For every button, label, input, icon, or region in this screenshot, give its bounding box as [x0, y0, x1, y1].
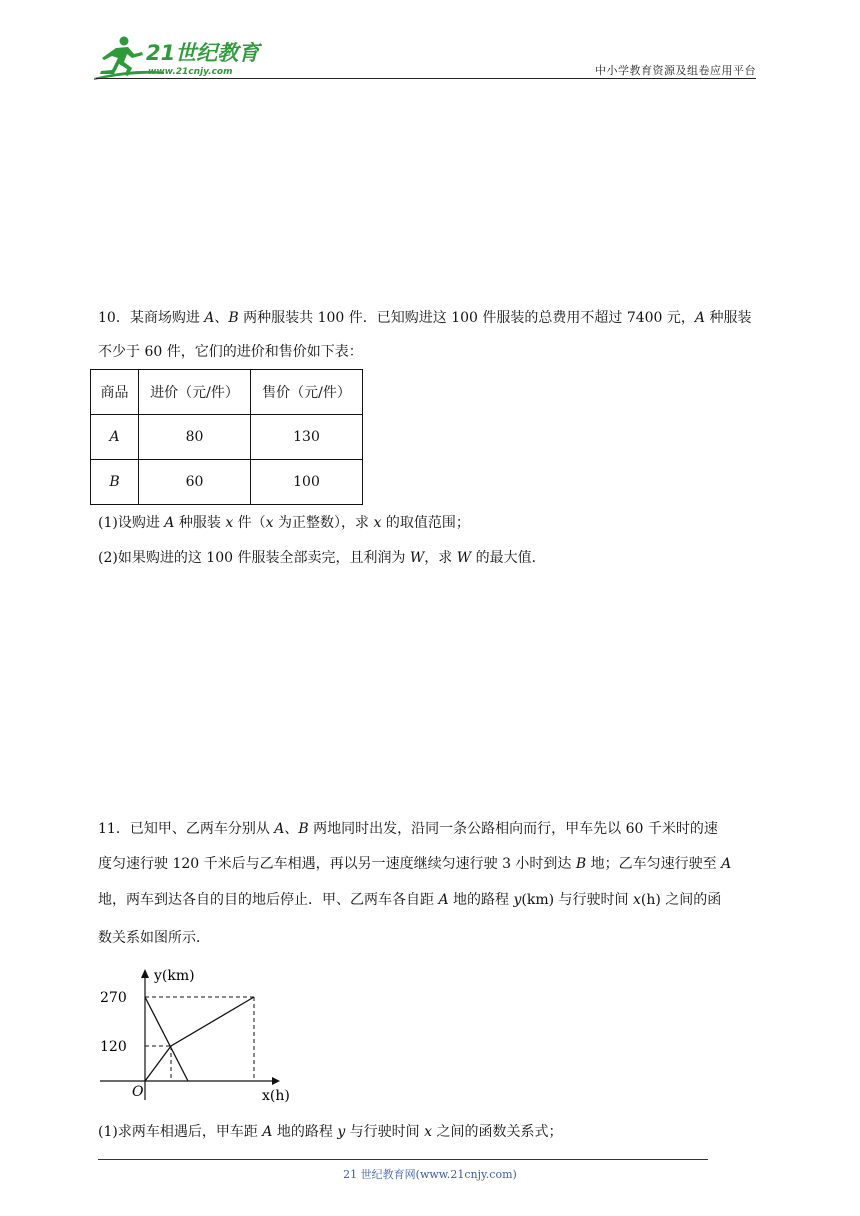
table-header-cell: 商品: [91, 370, 139, 415]
site-logo: [94, 34, 264, 80]
logo-text: 21世纪教育: [146, 41, 260, 65]
logo-url: www.21cnjy.com: [148, 67, 233, 77]
table-header-row: [91, 370, 363, 415]
table-header-cell: 进价（元/件）: [139, 370, 251, 415]
price-table: [90, 369, 363, 505]
q11-part-1: (1)求两车相遇后，甲车距 A 地的路程 y 与行驶时间 x 之间的函数关系式；: [98, 1124, 563, 1140]
x-axis-label: x(h): [262, 1088, 290, 1104]
origin-label: O: [132, 1084, 144, 1100]
table-cell: 130: [251, 415, 363, 460]
y-axis-arrow-icon: [141, 969, 149, 978]
tick-120: 120: [100, 1039, 127, 1055]
table-header-cell: 售价（元/件）: [251, 370, 363, 415]
distance-time-graph: [96, 960, 306, 1110]
table-cell: 100: [251, 460, 363, 505]
q10-line-2: 不少于 60 件，它们的进价和售价如下表：: [98, 344, 363, 360]
x-axis-arrow-icon: [272, 1077, 280, 1085]
header-divider: [96, 78, 756, 79]
q10-part-1: (1)设购进 A 种服装 x 件（x 为正整数），求 x 的取值范围；: [98, 515, 470, 531]
header-platform-name: 中小学教育资源及组卷应用平台: [595, 64, 756, 77]
q10-line-1: 10．某商场购进 A、B 两种服装共 100 件．已知购进这 100 件服装的总费用不超过 7400 元，A 种服装: [98, 310, 752, 326]
table-row: [91, 415, 363, 460]
car-jia-line: [145, 997, 254, 1081]
footer-divider: [98, 1159, 708, 1160]
q11-line-1: 11．已知甲、乙两车分别从 A、B 两地同时出发，沿同一条公路相向而行，甲车先以 60 千米时的速: [98, 821, 718, 837]
table-cell: 60: [139, 460, 251, 505]
table-cell: B: [91, 460, 139, 505]
q10-part-2: (2)如果购进的这 100 件服装全部卖完，且利润为 W，求 W 的最大值．: [98, 550, 546, 566]
q11-line-3: 地，两车到达各自的目的地后停止．甲、乙两车各自距 A 地的路程 y(km) 与行驶时间 x(h) 之间的函: [98, 892, 722, 908]
table-row: [91, 460, 363, 505]
table-cell: 80: [139, 415, 251, 460]
tick-270: 270: [100, 990, 127, 1006]
q11-line-2: 度匀速行驶 120 千米后与乙车相遇，再以另一速度继续匀速行驶 3 小时到达 B 地；乙车匀速行驶至 A: [98, 856, 732, 872]
y-axis-label: y(km): [154, 968, 195, 984]
footer-text: 21 世纪教育网(www.21cnjy.com): [343, 1168, 517, 1181]
table-cell: A: [91, 415, 139, 460]
car-yi-line: [145, 997, 188, 1081]
q11-line-4: 数关系如图所示．: [98, 930, 210, 946]
